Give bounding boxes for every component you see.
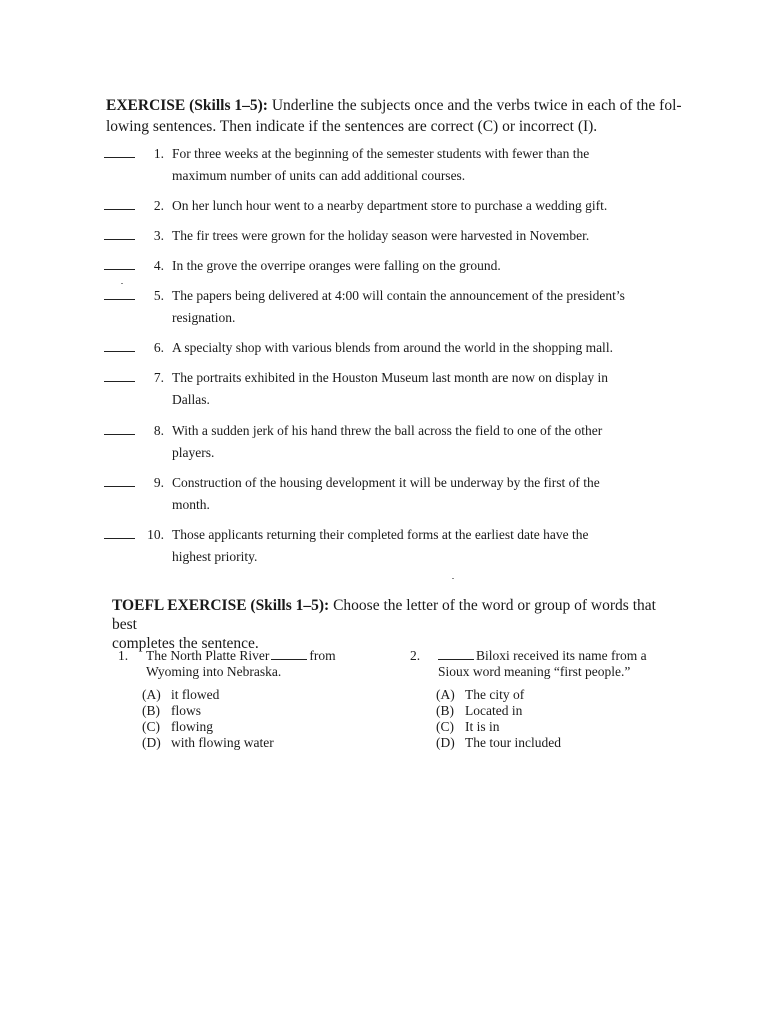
answer-blank[interactable] <box>104 157 135 158</box>
item-line-1: In the grove the overripe oranges were falling on the ground. <box>172 258 501 273</box>
item-number: 9. <box>153 475 164 490</box>
answer-blank[interactable] <box>104 239 135 240</box>
item-text <box>172 225 684 247</box>
question-stem <box>146 648 366 680</box>
item-number: 2. <box>153 198 164 213</box>
item-line-2: month. <box>172 497 210 512</box>
item-line-1: The fir trees were grown for the holiday season were harvested in November. <box>172 228 590 243</box>
toefl-header <box>112 596 672 653</box>
exercise-instructions-2: lowing sentences. Then indicate if the sentences are correct (C) or incorrect (I). <box>106 118 598 135</box>
exercise-item-6 <box>104 337 684 359</box>
stem-text: The North Platte River <box>146 648 270 663</box>
item-text <box>172 143 684 187</box>
exercise-title: EXERCISE (Skills 1–5): <box>106 97 268 114</box>
option-letter: (B) <box>142 703 160 718</box>
item-line-1: The papers being delivered at 4:00 will contain the announcement of the president’s <box>172 288 625 303</box>
answer-blank <box>271 659 307 660</box>
option-text: flowing <box>171 719 213 734</box>
item-line-2: Dallas. <box>172 392 210 407</box>
item-line-1: For three weeks at the beginning of the semester students with fewer than the <box>172 146 590 161</box>
item-line-1: The portraits exhibited in the Houston Museum last month are now on display in <box>172 370 609 385</box>
item-line-1: Those applicants returning their completed forms at the earliest date have the <box>172 527 589 542</box>
stem-text: Biloxi received its name from a <box>476 648 647 663</box>
toefl-instructions-2: completes the sentence. <box>112 635 259 652</box>
answer-blank[interactable] <box>104 209 135 210</box>
item-line-2: maximum number of units can add additional courses. <box>172 168 466 183</box>
item-line-2: highest priority. <box>172 549 258 564</box>
stem-text: Wyoming into Nebraska. <box>146 664 282 679</box>
answer-blank[interactable] <box>104 538 135 539</box>
stem-text: Sioux word meaning “first people.” <box>438 664 631 679</box>
item-text <box>172 524 684 568</box>
answer-blank[interactable] <box>104 351 135 352</box>
question-number: 1. <box>118 648 129 663</box>
item-line-1: Construction of the housing development it will be underway by the first of the <box>172 475 600 490</box>
option-text: The city of <box>465 687 525 702</box>
option-text: The tour included <box>465 735 561 750</box>
exercise-item-4 <box>104 255 684 277</box>
answer-blank[interactable] <box>104 299 135 300</box>
item-text <box>172 255 684 277</box>
option-text: it flowed <box>171 687 220 702</box>
item-line-2: players. <box>172 445 215 460</box>
toefl-title: TOEFL EXERCISE (Skills 1–5): <box>112 597 330 614</box>
option-letter: (B) <box>436 703 454 718</box>
option-text: flows <box>171 703 201 718</box>
item-number: 4. <box>153 258 164 273</box>
item-text <box>172 420 684 464</box>
item-text <box>172 195 684 217</box>
stem-text: from <box>309 648 336 663</box>
option-letter: (D) <box>436 735 455 750</box>
exercise-item-7 <box>104 367 684 411</box>
exercise-item-3 <box>104 225 684 247</box>
option-text: Located in <box>465 703 523 718</box>
exercise-instructions-1: Underline the subjects once and the verbs twice in each of the fol- <box>271 97 682 114</box>
exercise-item-8 <box>104 420 684 464</box>
option-text: It is in <box>465 719 500 734</box>
item-line-2: resignation. <box>172 310 236 325</box>
toefl-question-2 <box>410 648 658 680</box>
item-text <box>172 472 684 516</box>
answer-blank[interactable] <box>104 434 135 435</box>
option-letter: (C) <box>142 719 160 734</box>
item-number: 3. <box>153 228 164 243</box>
question-stem <box>438 648 658 680</box>
item-line-1: With a sudden jerk of his hand threw the ball across the field to one of the other <box>172 423 603 438</box>
scan-speck <box>121 283 123 284</box>
item-number: 5. <box>153 288 164 303</box>
answer-blank <box>438 659 474 660</box>
item-line-1: A specialty shop with various blends from around the world in the shopping mall. <box>172 340 613 355</box>
item-number: 7. <box>153 370 164 385</box>
option-letter: (C) <box>436 719 454 734</box>
scan-speck <box>452 578 454 579</box>
exercise-item-9 <box>104 472 684 516</box>
answer-blank[interactable] <box>104 486 135 487</box>
toefl-question-1 <box>118 648 366 680</box>
item-number: 6. <box>153 340 164 355</box>
answer-blank[interactable] <box>104 381 135 382</box>
option-letter: (A) <box>142 687 161 702</box>
item-number: 8. <box>153 423 164 438</box>
item-number: 1. <box>153 146 164 161</box>
exercise-item-5 <box>104 285 684 329</box>
exercise-header <box>106 95 686 137</box>
exercise-item-10 <box>104 524 684 568</box>
answer-blank[interactable] <box>104 269 135 270</box>
exercise-item-1 <box>104 143 684 187</box>
item-number: 10. <box>147 527 164 542</box>
question-number: 2. <box>410 648 421 663</box>
toefl-instructions-1: Choose the letter of the word or group of words that best <box>112 597 656 633</box>
option-letter: (A) <box>436 687 455 702</box>
option-letter: (D) <box>142 735 161 750</box>
item-text <box>172 337 684 359</box>
exercise-item-2 <box>104 195 684 217</box>
item-line-1: On her lunch hour went to a nearby department store to purchase a wedding gift. <box>172 198 608 213</box>
item-text <box>172 367 684 411</box>
option-text: with flowing water <box>171 735 274 750</box>
item-text <box>172 285 684 329</box>
